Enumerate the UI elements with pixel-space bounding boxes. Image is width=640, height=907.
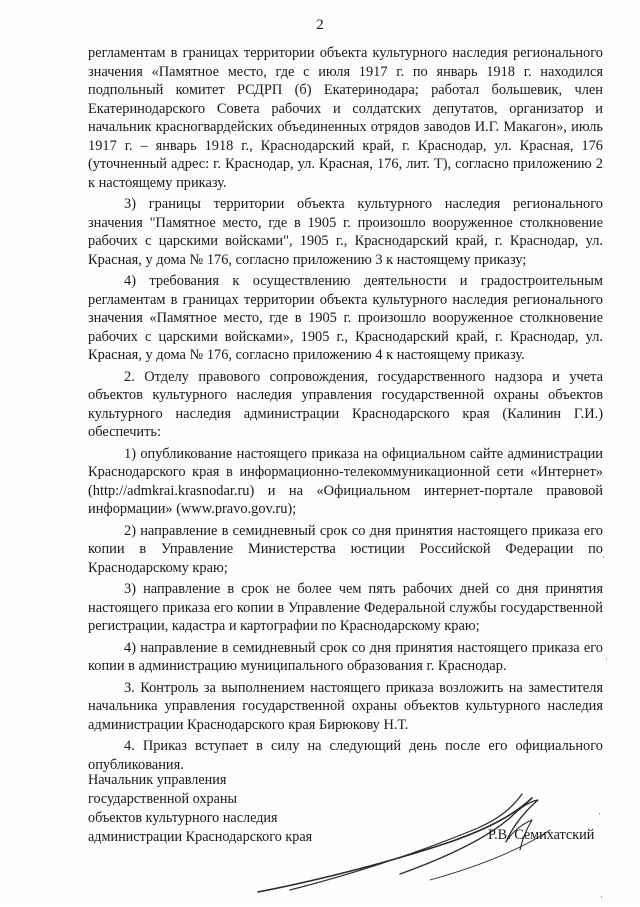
- paragraph-item-3: 3) границы территории объекта культурного наследия регионального значения "Памятное место, где в 1905 г. произошло вооруженное столкновение рабочих с царскими войсками", 1905 г., Краснодарский край, г. Краснодар, ул. Красная, у дома № 176, согласно приложению 3 к настоящему приказу;: [88, 196, 603, 268]
- position-line: объектов культурного наследия: [88, 810, 278, 826]
- document-body: [88, 44, 603, 777]
- scan-speck: ·: [605, 654, 608, 664]
- page-number: 2: [316, 17, 324, 33]
- scan-speck: ·: [600, 892, 603, 902]
- paragraph-clause-2: 2. Отделу правового сопровождения, государственного надзора и учета объектов культурного наследия управления государственной охраны объектов культурного наследия администрации Краснодарского края (Калинин Г.И.) обеспечить:: [88, 368, 603, 440]
- paragraph-clause-3: 3. Контроль за выполнением настоящего приказа возложить на заместителя начальника управления государственной охраны объектов культурного наследия администрации Краснодарского края Бирюкову Н.Т.: [88, 679, 603, 733]
- paragraph-rosreestr: 3) направление в срок не более чем пять рабочих дней со дня принятия настоящего приказа его копии в Управление Федеральной службы государственной регистрации, кадастра и картографии по Краснодарскому краю;: [88, 581, 603, 634]
- position-line: Начальник управления: [88, 772, 227, 788]
- scan-speck: ·: [598, 809, 601, 819]
- scan-speck: ·: [602, 552, 605, 562]
- paragraph-continuation: регламентам в границах территории объекта культурного наследия регионального значения «Памятное место, где с июля 1917 г. по январь 1918 г. находился подпольный комитет РСДРП (б) Екатеринодара; работал большевик, член Екатеринодарского Совета рабочих и солдатских депутатов, организатор и начальник красногвардейских объединенных отрядов заводов И.Г. Макагон», июль 1917 г. – январь 1918 г., Краснодарский край, г. Краснодар, ул. Красная, 176 (уточненный адрес: г. Краснодар, ул. Красная, 176, лит. Т), согласно приложению 2 к настоящему приказу.: [88, 45, 603, 191]
- paragraph-clause-4: 4. Приказ вступает в силу на следующий день после его официального опубликования.: [88, 738, 603, 773]
- position-line: администрации Краснодарского края: [88, 829, 313, 845]
- position-line: государственной охраны: [88, 791, 238, 807]
- signer-name: Р.В. Семихатский: [488, 827, 595, 843]
- paragraph-item-4: 4) требования к осуществлению деятельности и градостроительным регламентам в границах территории объекта культурного наследия регионального значения «Памятное место, где в 1905 г. произошло вооруженное столкновение рабочих с царскими войсками», 1905 г., Краснодарский край, г. Краснодар, ул. Красная, у дома № 176, согласно приложению 4 к настоящему приказу.: [88, 273, 603, 363]
- paragraph-justice: 2) направление в семидневный срок со дня принятия настоящего приказа его копии в Управление Министерства юстиции Российской Федерации по Краснодарскому краю;: [88, 522, 603, 576]
- paragraph-publish: 1) опубликование настоящего приказа на официальном сайте администрации Краснодарского края в информационно-телекоммуникационной сети «Интернет» (http://admkrai.krasnodar.ru) и на «Официальном интернет-портале правовой информации» (www.pravo.gov.ru);: [88, 445, 603, 517]
- paragraph-municipal: 4) направление в семидневный срок со дня принятия настоящего приказа его копии в администрацию муниципального образования г. Краснодар.: [88, 639, 603, 674]
